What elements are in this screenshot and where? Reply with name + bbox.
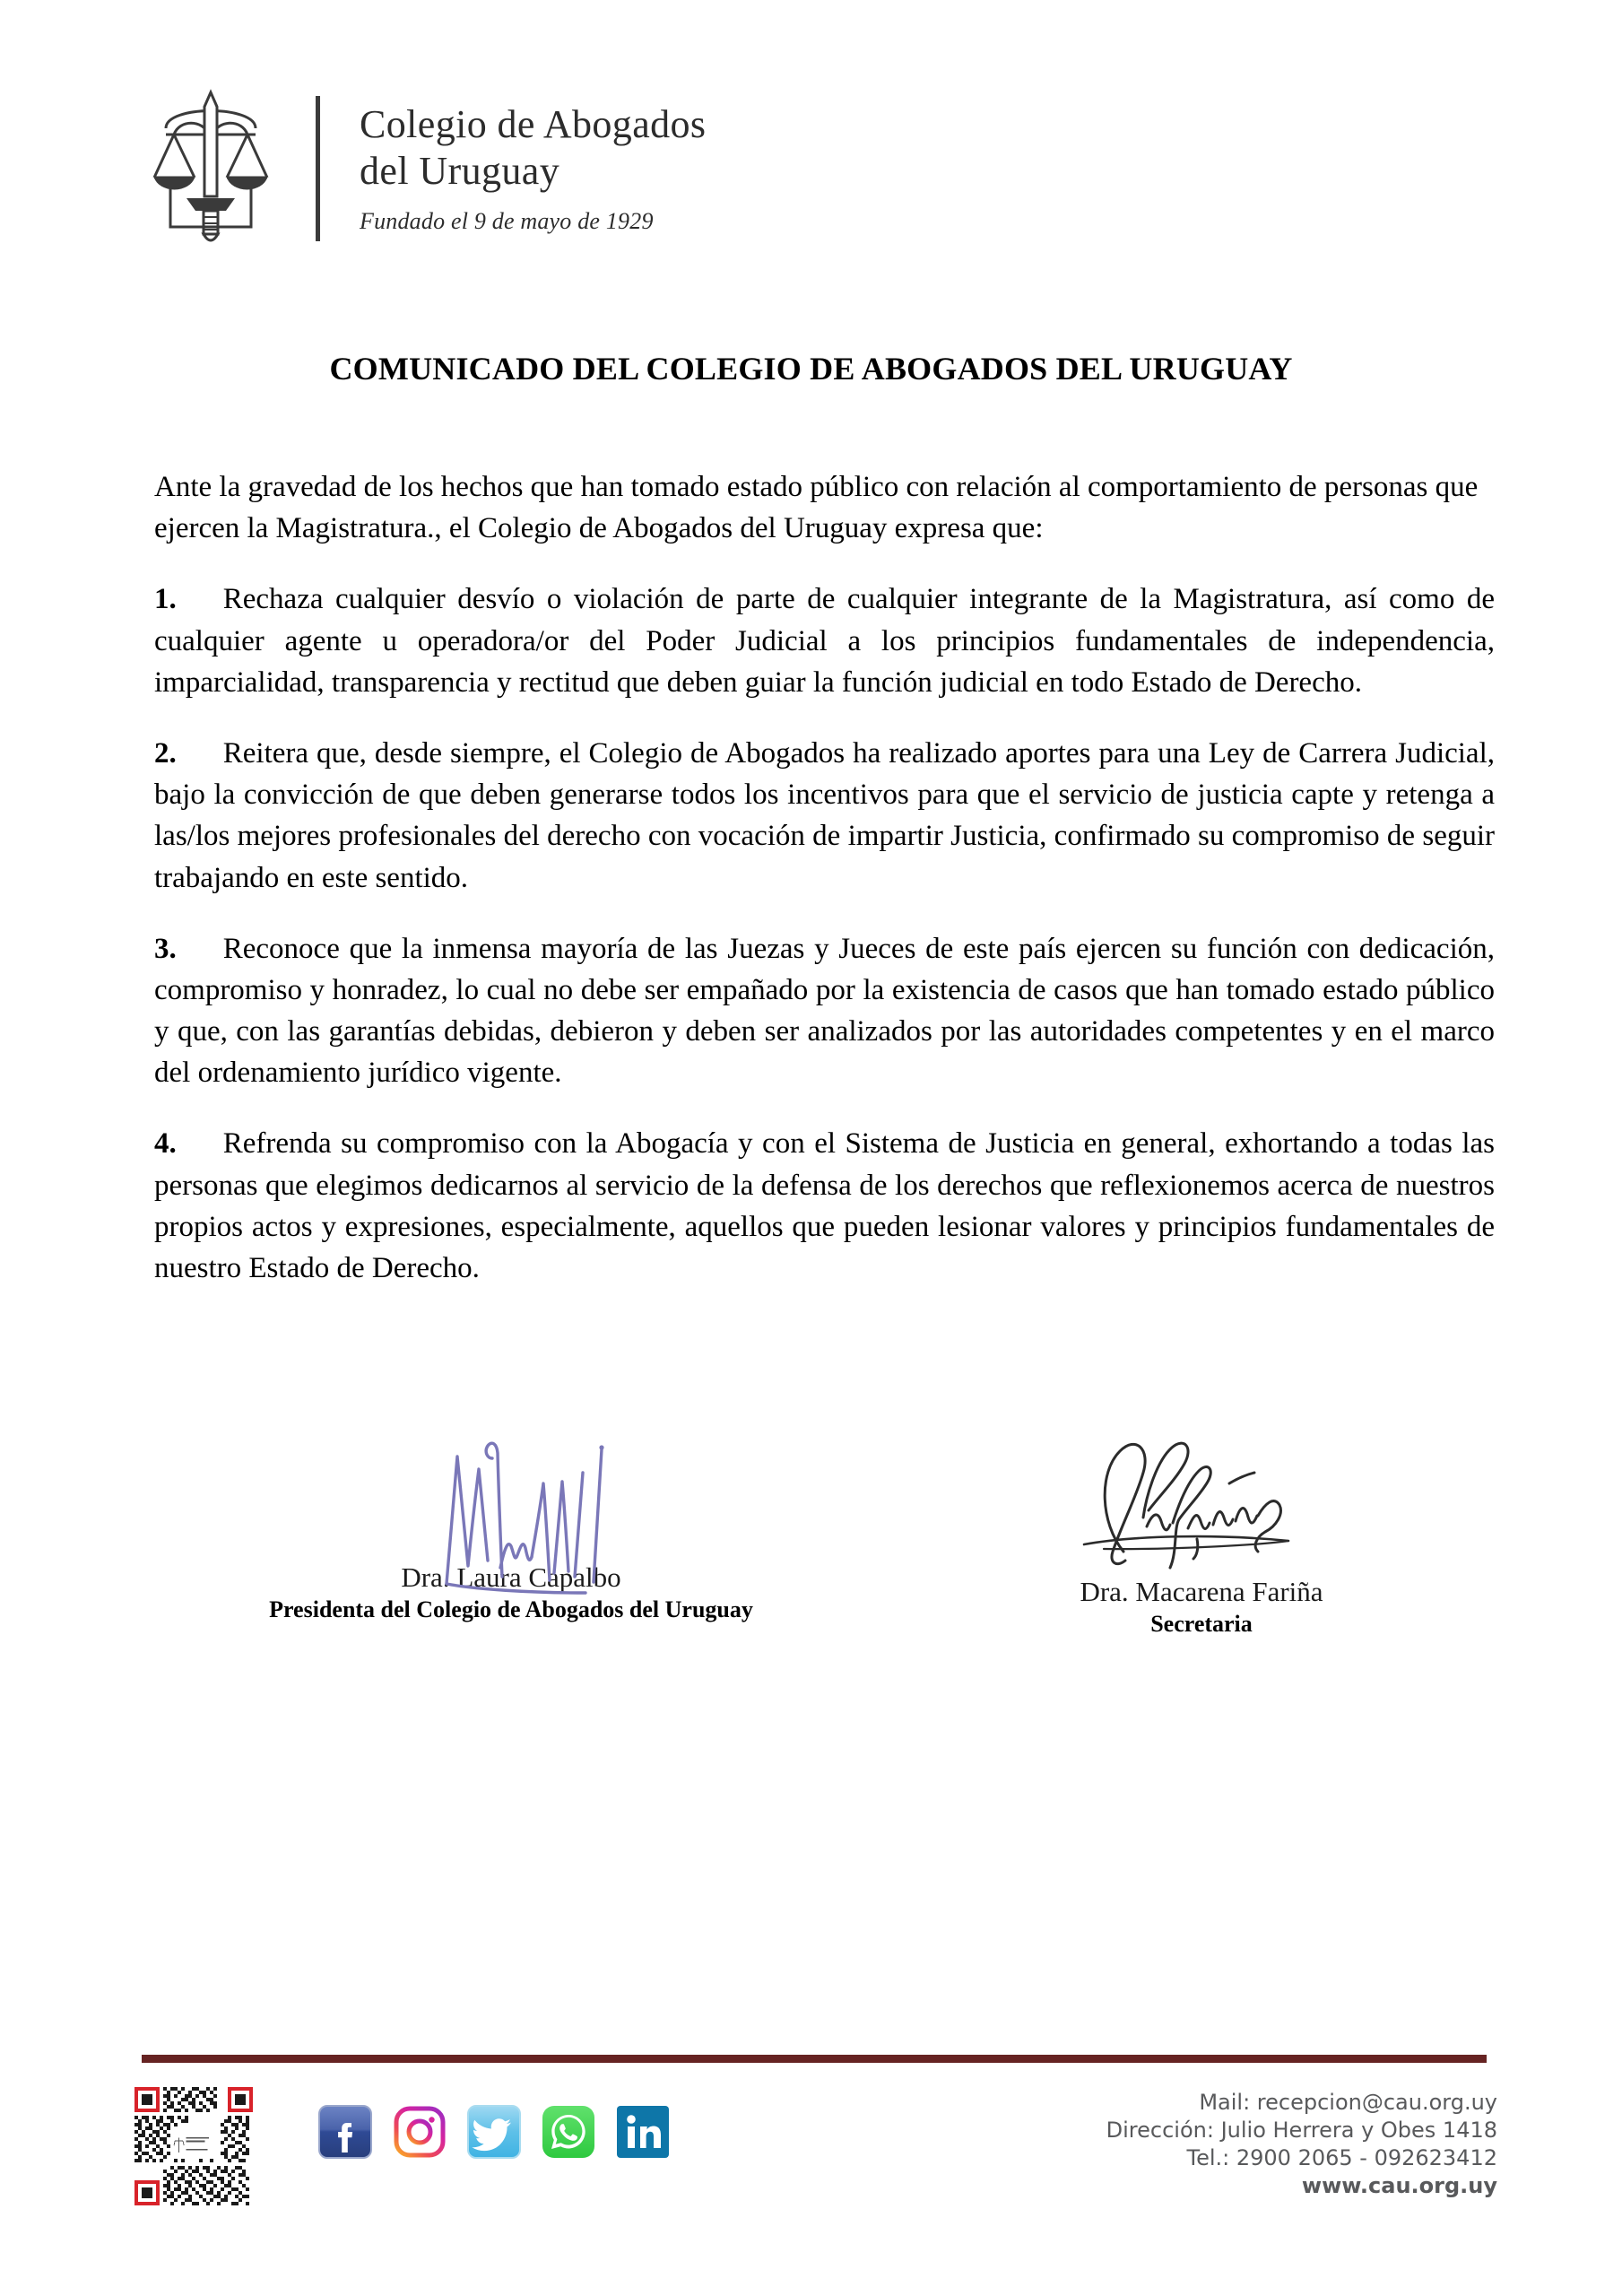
contact-address: Dirección: Julio Herrera y Obes 1418 <box>1106 2117 1497 2143</box>
lead-paragraph: Ante la gravedad de los hechos que han tomado estado público con relación al comportamiento de personas que ejercen la Magistratura., el Colegio de Abogados del Uruguay expresa que: <box>154 471 1479 545</box>
signatory-role-president: Presidenta del Colegio de Abogados del Uruguay <box>269 1596 753 1622</box>
signatory-role-secretary: Secretaria <box>1150 1610 1253 1637</box>
numbered-paragraph-2 <box>154 733 1495 899</box>
document-body <box>154 466 1495 1318</box>
item-text-3: Reconoce que la inmensa mayoría de las Juezas y Jueces de este país ejercen su función con dedicación, compromiso y honradez, lo cual no debe ser empañado por la existencia de casos que han tomado estado público y que, con las garantías debidas, debieron y deben ser analizados por las autoridades competentes y en el marco del ordenamiento jurídico vigente. <box>154 932 1495 1090</box>
org-name-line-2: del Uruguay <box>360 148 560 193</box>
founded-text: Fundado el 9 de mayo de 1929 <box>360 208 654 235</box>
signatory-name-secretary: Dra. Macarena Fariña <box>1080 1576 1323 1607</box>
signature-block-president <box>233 1417 789 1623</box>
letterhead-text <box>360 101 706 236</box>
item-text-4: Refrenda su compromiso con la Abogacía y con el Sistema de Justicia en general, exhortando a todas las personas que elegimos dedicarnos al servicio de la defensa de los derechos que reflexionemos acerca de nuestros propios actos y expresiones, especialmente, aquellos que pueden lesionar valores y principios fundamentales de nuestro Estado de Derecho. <box>154 1127 1495 1284</box>
linkedin-icon[interactable] <box>616 2105 670 2159</box>
scales-of-justice-with-sword-icon <box>143 85 278 251</box>
letterhead <box>143 85 706 251</box>
letterhead-divider <box>316 96 320 241</box>
item-number-4: 4. <box>154 1127 177 1161</box>
item-text-1: Rechaza cualquier desvío o violación de parte de cualquier integrante de la Magistratura, así como de cualquier agente u operadora/or del Poder Judicial a los principios fundamentales de independencia, imparcialidad, transparencia y rectitud que deben guiar la función judicial en todo Estado de Derecho. <box>154 583 1495 699</box>
contact-website[interactable]: www.cau.org.uy <box>1301 2172 1497 2198</box>
handwritten-signature-icon <box>924 1417 1479 1596</box>
contact-phone: Tel.: 2900 2065 - 092623412 <box>1186 2144 1497 2170</box>
instagram-icon[interactable] <box>393 2105 447 2159</box>
footer <box>134 2085 1497 2229</box>
signature-area <box>134 1417 1497 1776</box>
footer-divider <box>142 2055 1487 2063</box>
signature-block-secretary <box>924 1417 1479 1638</box>
facebook-icon[interactable] <box>318 2105 372 2159</box>
contact-info <box>995 2089 1497 2200</box>
item-number-1: 1. <box>154 583 177 616</box>
contact-mail: Mail: recepcion@cau.org.uy <box>1199 2090 1497 2115</box>
whatsapp-icon[interactable] <box>542 2105 595 2159</box>
numbered-paragraph-3 <box>154 928 1495 1094</box>
signatory-name-president: Dra. Laura Capalbo <box>401 1561 621 1593</box>
twitter-icon[interactable] <box>467 2105 521 2159</box>
item-text-2: Reitera que, desde siempre, el Colegio de Abogados ha realizado aportes para una Ley de Carrera Judicial, bajo la convicción de que deben generarse todos los incentivos para que el servicio de justicia capte y retenga a las/los mejores profesionales del derecho con vocación de impartir Justicia, confirmado su compromiso de seguir trabajando en este sentido. <box>154 736 1495 894</box>
page-title: COMUNICADO DEL COLEGIO DE ABOGADOS DEL URUGUAY <box>329 351 1293 387</box>
org-name-line-1: Colegio de Abogados <box>360 101 707 146</box>
handwritten-signature-icon <box>233 1417 789 1596</box>
numbered-paragraph-4 <box>154 1123 1495 1289</box>
qr-code-icon[interactable] <box>134 2087 253 2205</box>
item-number-3: 3. <box>154 932 177 965</box>
item-number-2: 2. <box>154 736 177 770</box>
social-links <box>318 2105 670 2159</box>
numbered-paragraph-1 <box>154 578 1495 703</box>
